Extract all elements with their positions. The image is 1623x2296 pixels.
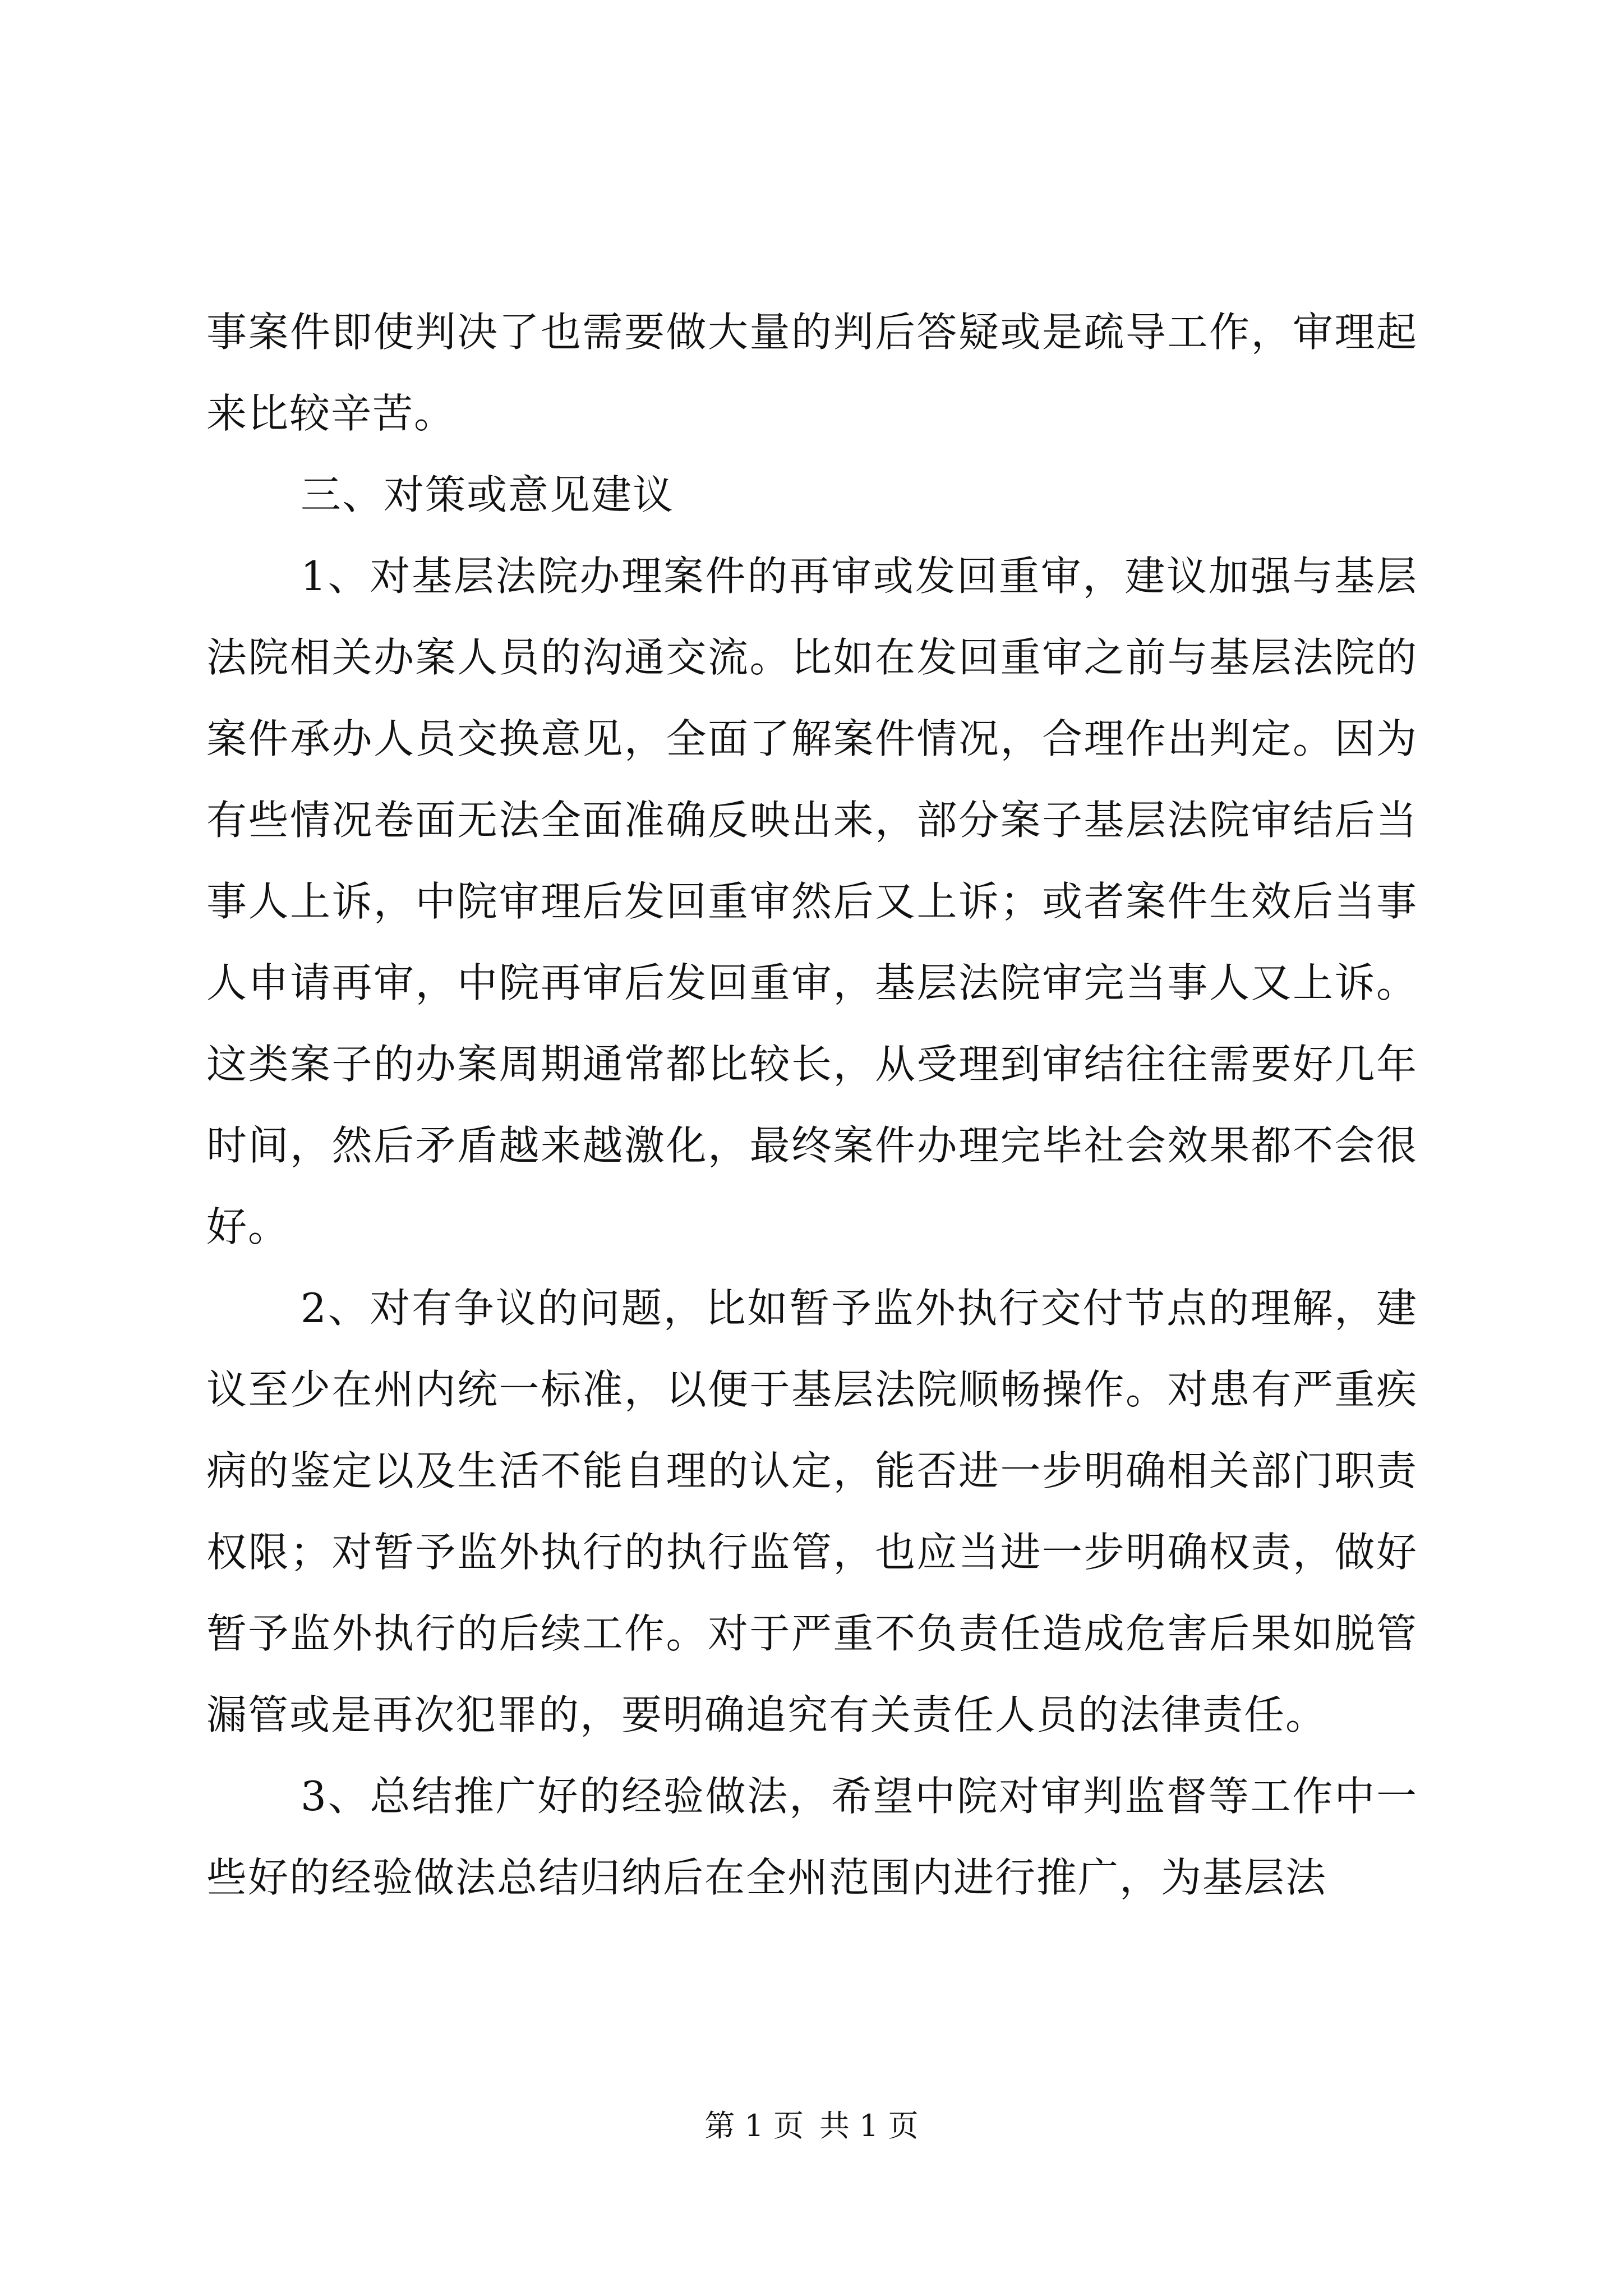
paragraph-item-2: 2、对有争议的问题，比如暂予监外执行交付节点的理解，建议至少在州内统一标准，以便于基层法院顺畅操作。对患有严重疾病的鉴定以及生活不能自理的认定，能否进一步明确相关部门职责权限；对暂予监外执行的执行监管，也应当进一步明确权责，做好暂予监外执行的后续工作。对于严重不负责任造成危害后果如脱管漏管或是再次犯罪的，要明确追究有关责任人员的法律责任。	[206, 1285, 1418, 1738]
document-body	[206, 292, 1418, 1918]
paragraph-item-1: 1、对基层法院办理案件的再审或发回重审，建议加强与基层法院相关办案人员的沟通交流。比如在发回重审之前与基层法院的案件承办人员交换意见，全面了解案件情况，合理作出判定。因为有些情况卷面无法全面准确反映出来，部分案子基层法院审结后当事人上诉，中院审理后发回重审然后又上诉；或者案件生效后当事人申请再审，中院再审后发回重审，基层法院审完当事人又上诉。这类案子的办案周期通常都比较长，从受理到审结往往需要好几年时间，然后矛盾越来越激化，最终案件办理完毕社会效果都不会很好。	[206, 553, 1418, 1250]
page-footer	[0, 2106, 1623, 2146]
page-number: 第 1 页	[704, 2108, 804, 2143]
section-heading: 三、对策或意见建议	[301, 471, 675, 518]
page-total: 共 1 页	[819, 2108, 919, 2143]
paragraph-continuation: 事案件即使判决了也需要做大量的判后答疑或是疏导工作，审理起来比较辛苦。	[206, 309, 1418, 437]
paragraph-item-3: 3、总结推广好的经验做法，希望中院对审判监督等工作中一些好的经验做法总结归纳后在全州范围内进行推广，为基层法	[206, 1773, 1418, 1901]
